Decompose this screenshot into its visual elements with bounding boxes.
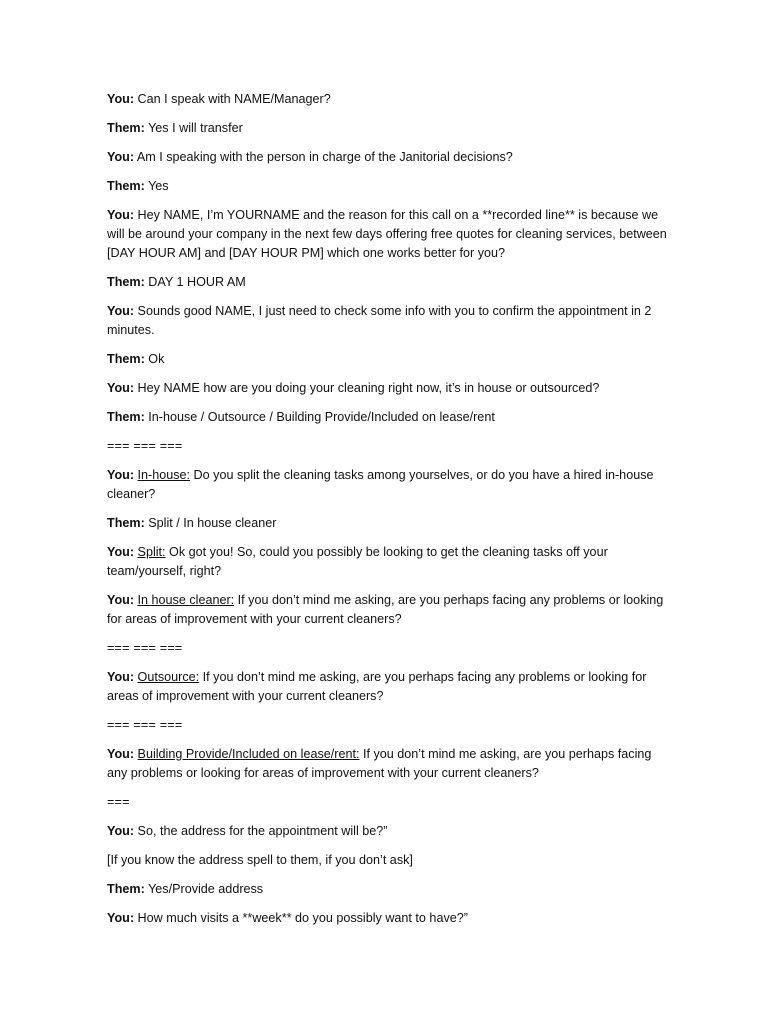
section-separator: [107, 437, 667, 456]
speaker-label: Them:: [107, 179, 145, 193]
dialogue-line-you: [107, 379, 667, 398]
dialogue-text: Hey NAME, I’m YOURNAME and the reason for this call on a **recorded line** is because we will be around your company in the next few days offering free quotes for cleaning services, between [DAY HOUR AM] and [DAY HOUR PM] which one works better for you?: [107, 208, 667, 260]
dialogue-line-you: [107, 206, 667, 263]
speaker-label: You:: [107, 208, 135, 222]
speaker-label: You:: [107, 545, 135, 559]
speaker-label: You:: [107, 670, 135, 684]
speaker-label: You:: [107, 747, 135, 761]
dialogue-text: Hey NAME how are you doing your cleaning right now, it’s in house or outsourced?: [137, 381, 600, 395]
dialogue-line-them: [107, 880, 667, 899]
speaker-label: You:: [107, 593, 135, 607]
dialogue-line-you: [107, 466, 667, 504]
branch-option-label: In house cleaner:: [137, 593, 235, 607]
dialogue-line-them: [107, 273, 667, 292]
separator-text: === === ===: [107, 641, 183, 655]
dialogue-text: Sounds good NAME, I just need to check some info with you to confirm the appointment in 2 minutes.: [107, 304, 652, 337]
dialogue-text: So, the address for the appointment will be?”: [137, 824, 388, 838]
branch-option-label: Outsource:: [137, 670, 200, 684]
speaker-label: Them:: [107, 410, 145, 424]
speaker-label: Them:: [107, 352, 145, 366]
dialogue-line-them: [107, 119, 667, 138]
call-script-page: [107, 90, 667, 938]
section-separator: [107, 716, 667, 735]
script-note: [107, 851, 667, 870]
dialogue-text: Can I speak with NAME/Manager?: [137, 92, 331, 106]
speaker-label: You:: [107, 304, 135, 318]
dialogue-line-you: [107, 822, 667, 841]
separator-text: ===: [107, 795, 130, 809]
dialogue-line-them: [107, 514, 667, 533]
speaker-label: Them:: [107, 516, 145, 530]
separator-text: === === ===: [107, 439, 183, 453]
dialogue-text: If you don’t mind me asking, are you perhaps facing any problems or looking for areas of improvement with your current cleaners?: [107, 747, 652, 780]
branch-option-label: In-house:: [137, 468, 191, 482]
dialogue-text: How much visits a **week** do you possibly want to have?”: [137, 911, 468, 925]
branch-option-label: Building Provide/Included on lease/rent:: [137, 747, 360, 761]
speaker-label: You:: [107, 150, 135, 164]
dialogue-line-you: [107, 909, 667, 928]
speaker-label: You:: [107, 911, 135, 925]
dialogue-line-you: [107, 543, 667, 581]
speaker-label: You:: [107, 92, 135, 106]
speaker-label: You:: [107, 381, 135, 395]
dialogue-line-you: [107, 90, 667, 109]
call-script-lines: [107, 90, 667, 928]
section-separator: [107, 639, 667, 658]
dialogue-text: Yes/Provide address: [148, 882, 264, 896]
dialogue-text: If you don’t mind me asking, are you perhaps facing any problems or looking for areas of improvement with your current cleaners?: [107, 670, 647, 703]
speaker-label: You:: [107, 468, 135, 482]
dialogue-line-them: [107, 350, 667, 369]
section-separator: [107, 793, 667, 812]
speaker-label: Them:: [107, 275, 145, 289]
dialogue-line-you: [107, 591, 667, 629]
dialogue-line-you: [107, 668, 667, 706]
dialogue-text: Ok got you! So, could you possibly be looking to get the cleaning tasks off your team/yourself, right?: [107, 545, 608, 578]
dialogue-line-them: [107, 408, 667, 427]
dialogue-text: Yes I will transfer: [148, 121, 243, 135]
dialogue-text: Yes: [148, 179, 169, 193]
branch-option-label: Split:: [137, 545, 166, 559]
note-text: [If you know the address spell to them, if you don’t ask]: [107, 853, 413, 867]
dialogue-text: In-house / Outsource / Building Provide/Included on lease/rent: [148, 410, 495, 424]
dialogue-line-you: [107, 745, 667, 783]
dialogue-text: DAY 1 HOUR AM: [148, 275, 246, 289]
dialogue-text: Split / In house cleaner: [148, 516, 277, 530]
dialogue-text: Do you split the cleaning tasks among yourselves, or do you have a hired in-house cleaner?: [107, 468, 654, 501]
dialogue-line-them: [107, 177, 667, 196]
speaker-label: You:: [107, 824, 135, 838]
dialogue-text: Ok: [148, 352, 165, 366]
separator-text: === === ===: [107, 718, 183, 732]
dialogue-text: Am I speaking with the person in charge of the Janitorial decisions?: [136, 150, 513, 164]
dialogue-text: If you don’t mind me asking, are you perhaps facing any problems or looking for areas of improvement with your current cleaners?: [107, 593, 664, 626]
speaker-label: Them:: [107, 882, 145, 896]
speaker-label: Them:: [107, 121, 145, 135]
dialogue-line-you: [107, 148, 667, 167]
dialogue-line-you: [107, 302, 667, 340]
